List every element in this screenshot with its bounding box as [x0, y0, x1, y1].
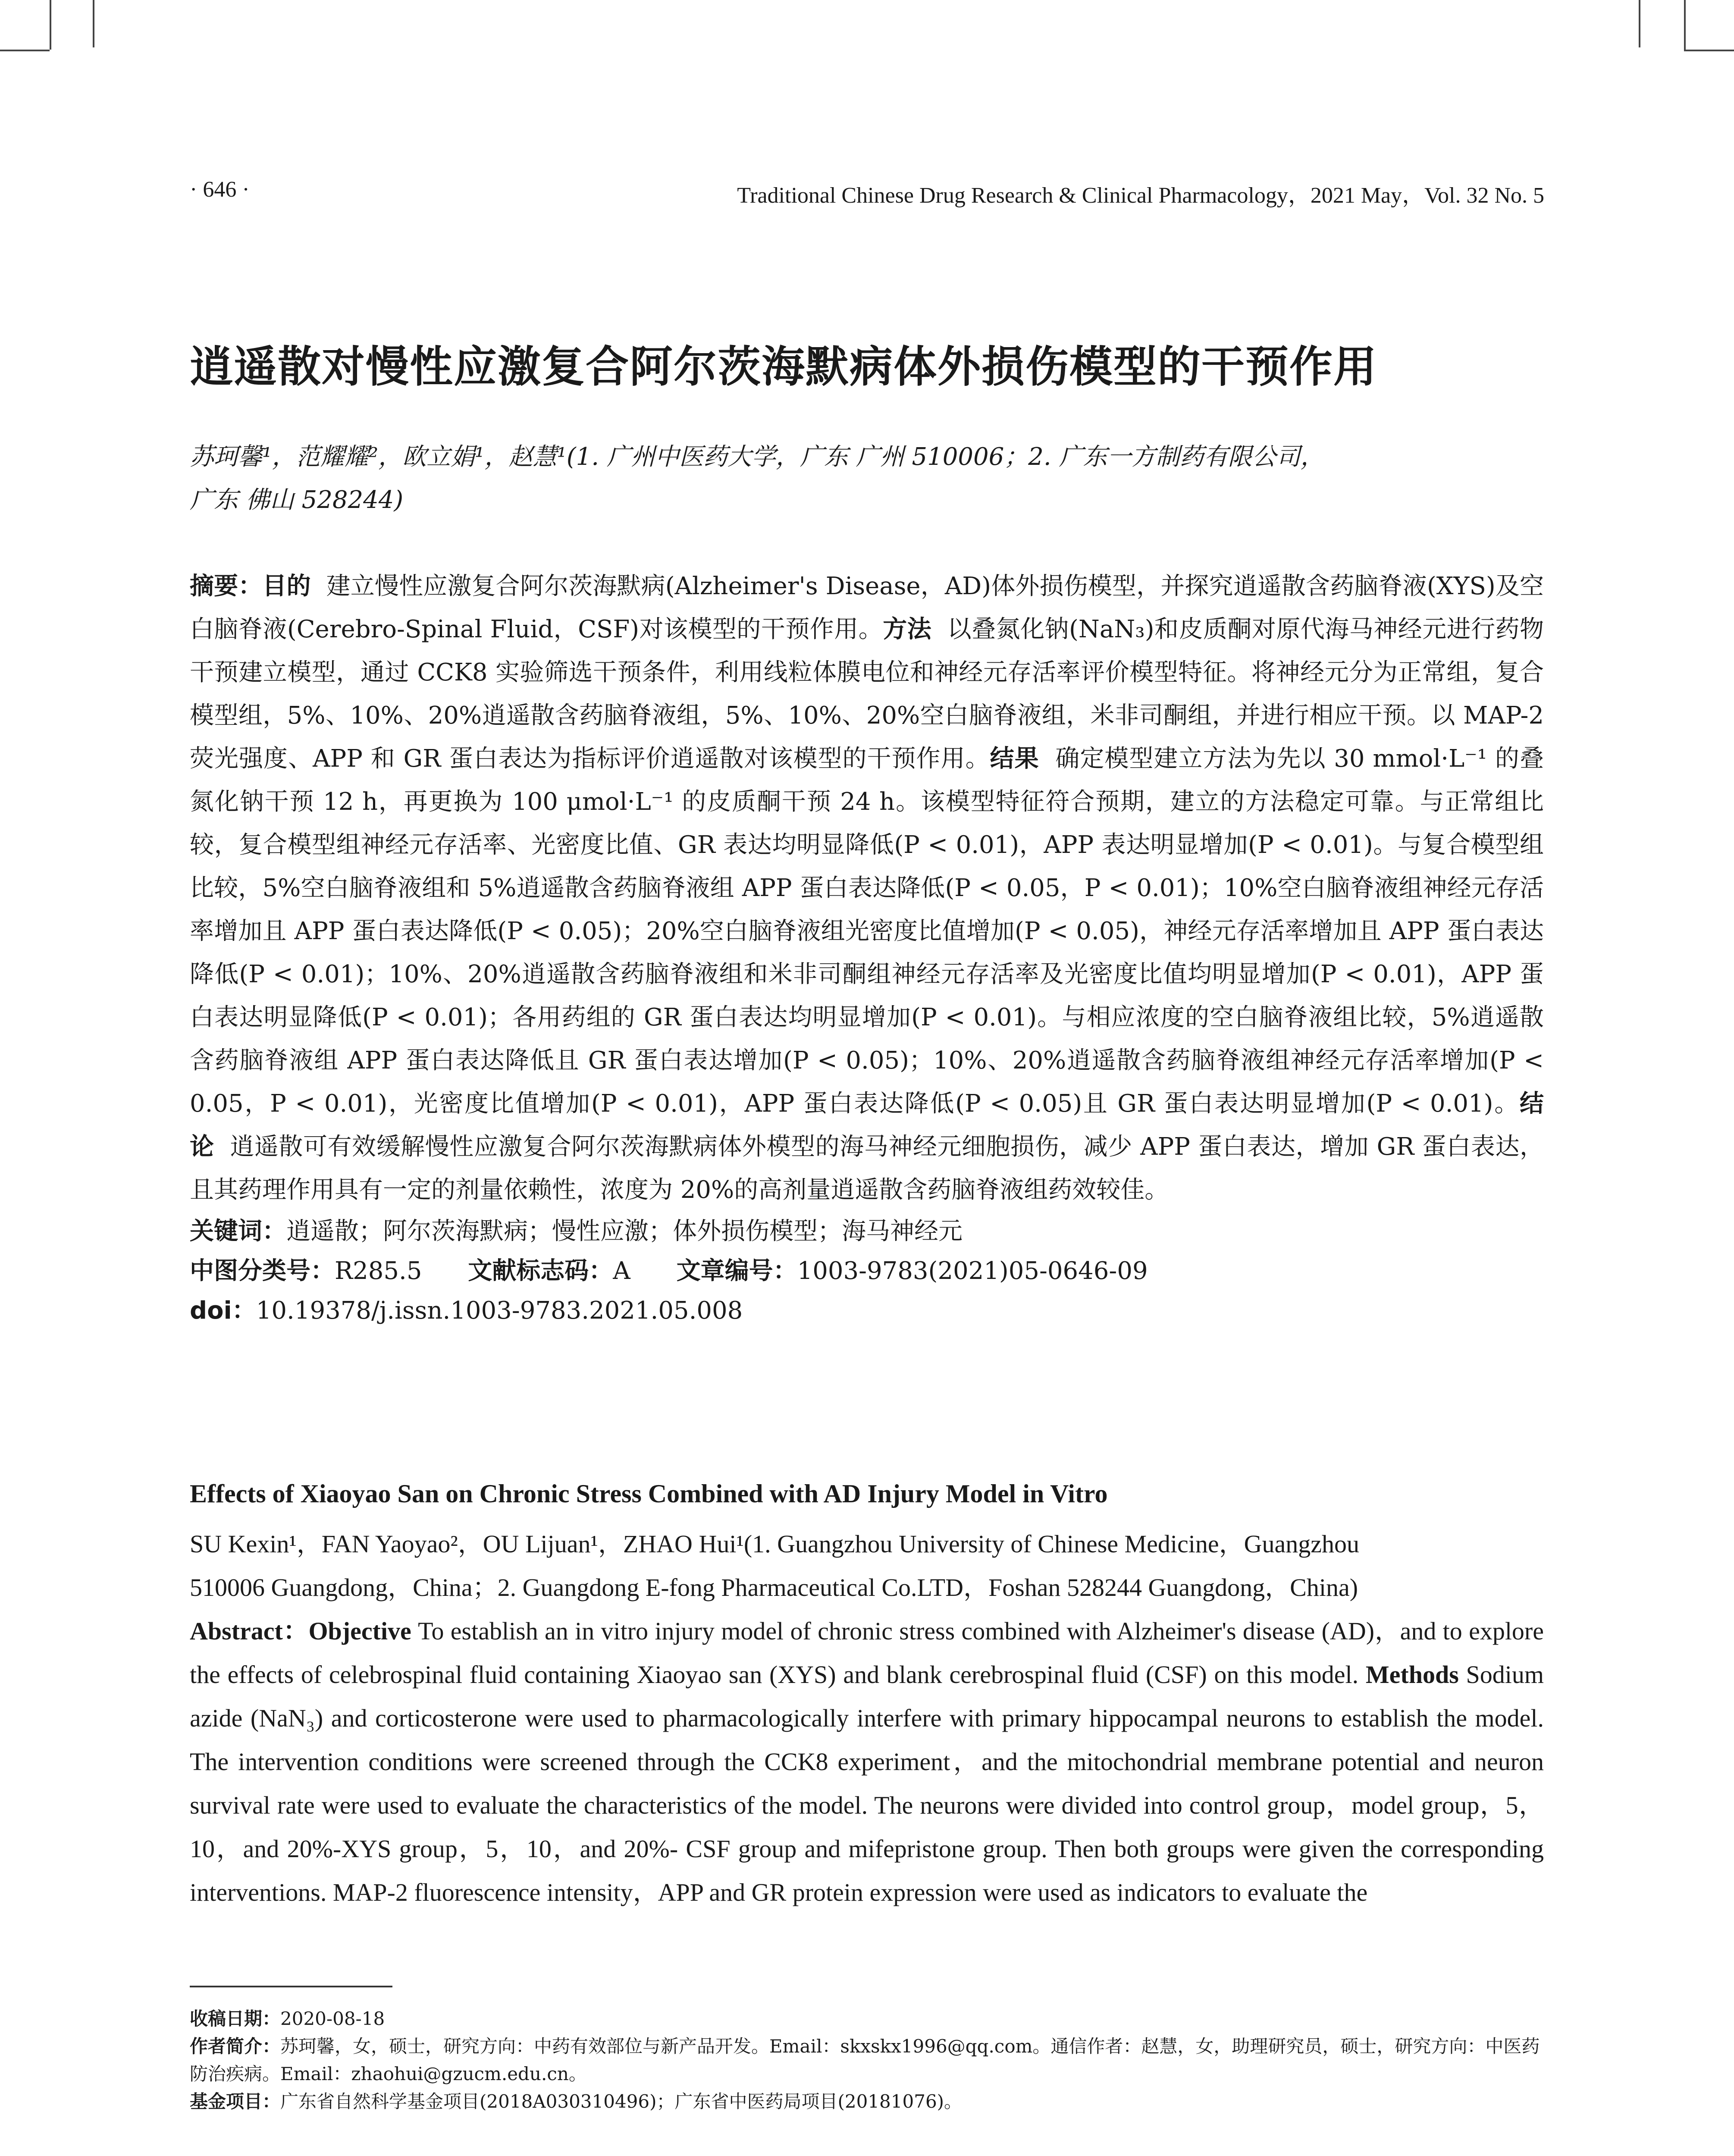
keywords-label: 关键词： [190, 1217, 286, 1245]
chinese-authors [190, 436, 1544, 522]
abstract-label: Abstract： [190, 1617, 309, 1645]
received-label: 收稿日期： [190, 2008, 281, 2029]
english-abstract [190, 1522, 1544, 1914]
funding-text: 广东省自然科学基金项目(2018A030310496)；广东省中医药局项目(20181076)。 [280, 2091, 963, 2112]
author-bio [190, 2033, 1544, 2088]
classification-row [190, 1251, 1544, 1291]
objective-label: 目的 [262, 572, 311, 600]
received-value: 2020-08-18 [280, 2008, 385, 2029]
document-code-label: 文献标志码： [468, 1257, 613, 1285]
methods-label: Methods [1365, 1661, 1459, 1689]
running-header [190, 177, 1544, 216]
article-number-label: 文章编号： [676, 1257, 797, 1285]
results-label: 结果 [990, 745, 1039, 773]
footnote-divider [190, 1986, 392, 1987]
doi-value: 10.19378/j.issn.1003-9783.2021.05.008 [256, 1297, 743, 1325]
journal-citation: Traditional Chinese Drug Research & Clinical Pharmacology，2021 May，Vol. 32 No. 5 [737, 183, 1544, 208]
crop-mark [93, 0, 94, 47]
english-title: Effects of Xiaoyao San on Chronic Stress Combined with AD Injury Model in Vitro [190, 1479, 1108, 1508]
crop-mark [1684, 50, 1734, 51]
article-number-value: 1003-9783(2021)05-0646-09 [797, 1257, 1148, 1285]
abstract-label: 摘要： [190, 572, 263, 600]
english-abstract-paragraph [190, 1609, 1544, 1914]
doi-row [190, 1291, 1544, 1331]
chinese-abstract-paragraph [190, 565, 1544, 1212]
document-code-value: A [613, 1257, 630, 1285]
methods-label: 方法 [883, 615, 932, 643]
footnotes [190, 2005, 1544, 2115]
author-bio-label: 作者简介： [190, 2036, 281, 2057]
crop-mark [50, 0, 51, 50]
doi-label: doi： [190, 1297, 256, 1325]
objective-label: Objective [308, 1617, 411, 1645]
methods-text: Sodium azide (NaN₃) and corticosterone were used to pharmacologically interfere with primary hippocampal neurons to establish the model. The intervention conditions were screened through the CCK8 experiment，and the mitochondrial membrane potential and neuron survival rate were used to evaluate the characteristics of the model. The neurons were divided into control group，model group，5，10，and 20%-XYS group，5，10，and 20%- CSF group and mifepristone group. Then both groups were given the corresponding interventions. MAP-2 fluorescence intensity，APP and GR protein expression were used as indicators to evaluate the [190, 1661, 1544, 1906]
received-date [190, 2005, 1544, 2033]
results-text: 确定模型建立方法为先以 30 mmol·L⁻¹ 的叠氮化钠干预 12 h，再更换为 100 μmol·L⁻¹ 的皮质酮干预 24 h。该模型特征符合预期，建立的方法稳定可靠。与正常组比较，复合模型组神经元存活率、光密度比值、GR 表达均明显降低(P < 0.01)，APP 表达明显增加(P < 0.01)。与复合模型组比较，5%空白脑脊液组和 5%逍遥散含药脑脊液组 APP 蛋白表达降低(P < 0.05，P < 0.01)；10%空白脑脊液组神经元存活率增加且 APP 蛋白表达降低(P < 0.05)；20%空白脑脊液组光密度比值增加(P < 0.05)，神经元存活率增加且 APP 蛋白表达降低(P < 0.01)；10%、20%逍遥散含药脑脊液组和米非司酮组神经元存活率及光密度比值均明显增加(P < 0.01)，APP 蛋白表达明显降低(P < 0.01)；各用药组的 GR 蛋白表达均明显增加(P < 0.01)。与相应浓度的空白脑脊液组比较，5%逍遥散含药脑脊液组 APP 蛋白表达降低且 GR 蛋白表达增加(P < 0.05)；10%、20%逍遥散含药脑脊液组神经元存活率增加(P < 0.05，P < 0.01)，光密度比值增加(P < 0.01)，APP 蛋白表达降低(P < 0.05)且 GR 蛋白表达明显增加(P < 0.01)。 [190, 745, 1544, 1118]
english-authors-line: 510006 Guangdong，China；2. Guangdong E-fong Pharmaceutical Co.LTD，Foshan 528244 Guangdong，China) [190, 1573, 1358, 1601]
objective-text: 建立慢性应激复合阿尔茨海默病(Alzheimer's Disease，AD)体外损伤模型，并探究逍遥散含药脑脊液(XYS)及空白脑脊液(Cerebro-Spinal Fluid，CSF)对该模型的干预作用。 [190, 572, 1544, 643]
funding-label: 基金项目： [190, 2091, 281, 2112]
crop-mark [1684, 0, 1686, 50]
funding [190, 2088, 1544, 2115]
conclusion-label: 结论 [190, 1090, 1544, 1161]
methods-text: 以叠氮化钠(NaN₃)和皮质酮对原代海马神经元进行药物干预建立模型，通过 CCK8 实验筛选干预条件，利用线粒体膜电位和神经元存活率评价模型特征。将神经元分为正常组，复合模型组，5%、10%、20%逍遥散含药脑脊液组，5%、10%、20%空白脑脊液组，米非司酮组，并进行相应干预。以 MAP-2 荧光强度、APP 和 GR 蛋白表达为指标评价逍遥散对该模型的干预作用。 [190, 615, 1544, 773]
clc-value: R285.5 [335, 1257, 422, 1285]
keywords-row [190, 1212, 1544, 1251]
page-number: · 646 · [190, 177, 250, 202]
clc-label: 中图分类号： [190, 1257, 335, 1285]
chinese-abstract [190, 565, 1544, 1331]
chinese-authors-line: 广东 佛山 528244) [190, 486, 404, 514]
keywords-text: 逍遥散；阿尔茨海默病；慢性应激；体外损伤模型；海马神经元 [286, 1217, 963, 1245]
chinese-title: 逍遥散对慢性应激复合阿尔茨海默病体外损伤模型的干预作用 [190, 342, 1377, 392]
objective-text: To establish an in vitro injury model of chronic stress combined with Alzheimer's disease (AD)，and to explore the effects of celebrospinal fluid containing Xiaoyao san (XYS) and blank cerebrospinal fluid (CSF) on this model. [190, 1617, 1544, 1689]
english-authors-line: SU Kexin¹，FAN Yaoyao²，OU Lijuan¹，ZHAO Hui¹(1. Guangzhou University of Chinese Medicine，Guangzhou [190, 1530, 1359, 1558]
crop-mark [0, 50, 50, 51]
chinese-authors-line: 苏珂馨¹，范耀耀²，欧立娟¹，赵慧¹(1. 广州中医药大学，广东 广州 510006；2. 广东一方制药有限公司， [190, 443, 1325, 471]
author-bio-text: 苏珂馨，女，硕士，研究方向：中药有效部位与新产品开发。Email：skxskx1996@qq.com。通信作者：赵慧，女，助理研究员，硕士，研究方向：中医药防治疾病。Email：zhaohui@gzucm.edu.cn。 [190, 2036, 1540, 2084]
conclusion-text: 逍遥散可有效缓解慢性应激复合阿尔茨海默病体外模型的海马神经元细胞损伤，减少 APP 蛋白表达，增加 GR 蛋白表达，且其药理作用具有一定的剂量依赖性，浓度为 20%的高剂量逍遥散含药脑脊液组药效较佳。 [190, 1133, 1544, 1204]
crop-mark [1639, 0, 1640, 47]
